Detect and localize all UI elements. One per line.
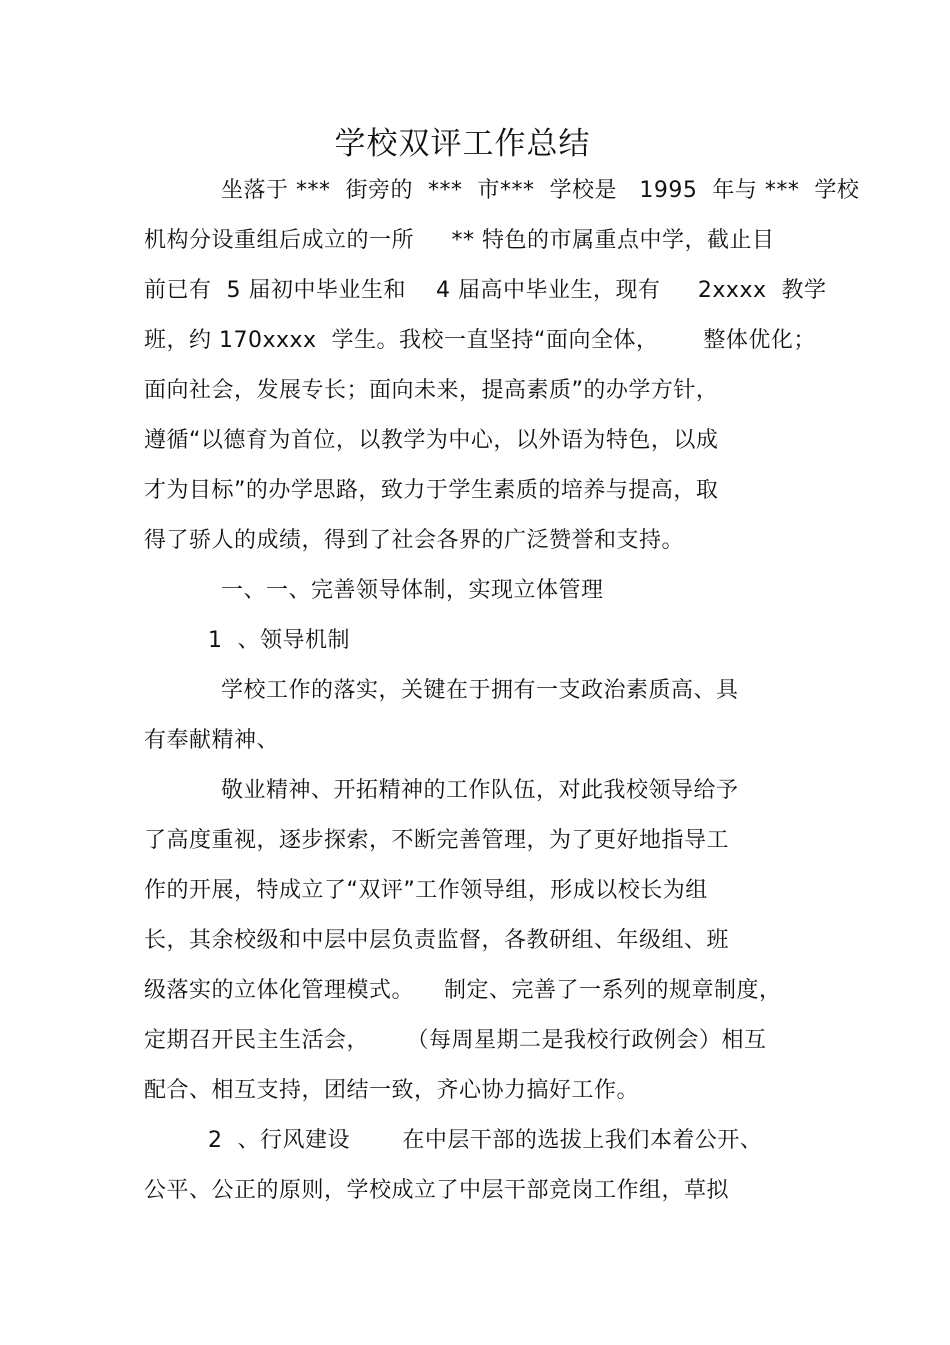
paragraph-line: 班，约 170xxxx 学生。我校一直坚持“面向全体， 整体优化； [144,328,816,353]
subsection-heading: 1 、领导机制 [208,628,350,653]
paragraph-line: 有奉献精神、 [144,728,280,753]
document-title: 学校双评工作总结 [334,126,591,162]
paragraph-line: 坐落于 *** 街旁的 *** 市*** 学校是 1995 年与 *** 学校 [221,178,860,203]
paragraph-line: 配合、相互支持，团结一致，齐心协力搞好工作。 [144,1078,640,1103]
section-heading: 一、一、完善领导体制，实现立体管理 [221,578,604,603]
paragraph-line: 敬业精神、开拓精神的工作队伍，对此我校领导给予 [221,778,739,803]
paragraph-line: 级落实的立体化管理模式。 制定、完善了一系列的规章制度， [144,978,782,1003]
paragraph-line: 得了骄人的成绩，得到了社会各界的广泛赞誉和支持。 [144,528,685,553]
paragraph-line: 定期召开民主生活会， （每周星期二是我校行政例会）相互 [144,1028,767,1053]
paragraph-line: 前已有 5 届初中毕业生和 4 届高中毕业生，现有 2xxxx 教学 [144,278,827,303]
paragraph-line: 了高度重视，逐步探索，不断完善管理，为了更好地指导工 [144,828,730,853]
paragraph-line: 长，其余校级和中层中层负责监督，各教研组、年级组、班 [144,928,730,953]
paragraph-line: 学校工作的落实，关键在于拥有一支政治素质高、具 [221,678,739,703]
paragraph-line: 作的开展，特成立了“双评”工作领导组，形成以校长为组 [144,878,708,903]
paragraph-line: 遵循“以德育为首位，以教学为中心，以外语为特色，以成 [144,428,719,453]
subsection-heading: 2 、行风建设 在中层干部的选拔上我们本着公开、 [208,1128,763,1153]
paragraph-line: 才为目标”的办学思路，致力于学生素质的培养与提高，取 [144,478,719,503]
paragraph-line: 公平、公正的原则，学校成立了中层干部竞岗工作组，草拟 [144,1178,730,1203]
paragraph-line: 机构分设重组后成立的一所 ** 特色的市属重点中学，截止目 [144,228,775,253]
paragraph-line: 面向社会，发展专长；面向未来，提高素质”的办学方针， [144,378,719,403]
